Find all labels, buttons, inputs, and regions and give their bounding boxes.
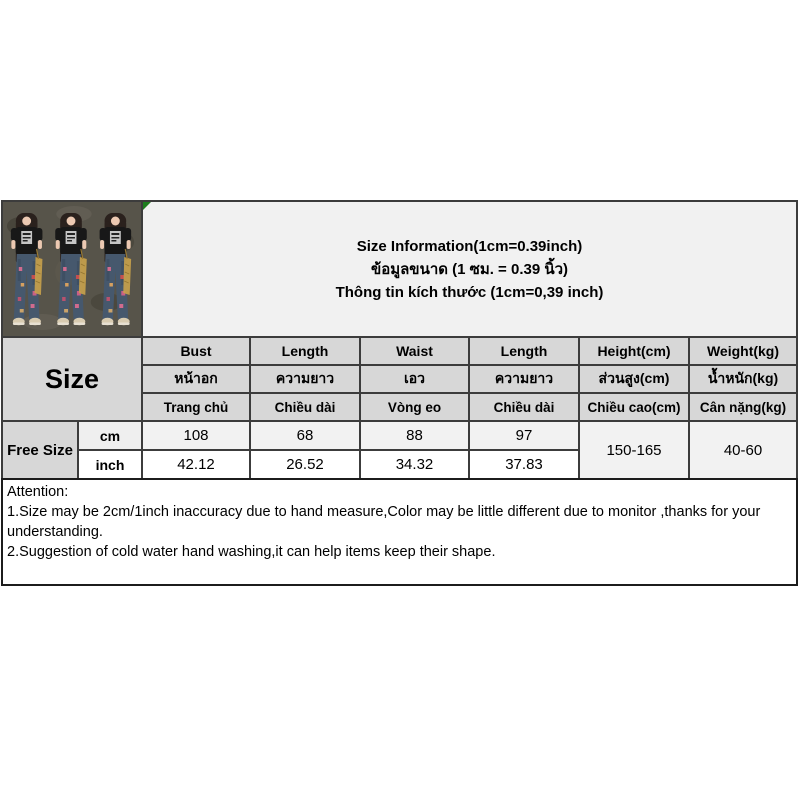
col-header-length2-en: Length — [469, 337, 579, 365]
col-header-waist-th: เอว — [360, 365, 469, 393]
col-header-length2-vi: Chiều dài — [469, 393, 579, 421]
height-range-value: 150-165 — [579, 421, 689, 479]
col-header-weight-vi: Cân nặng(kg) — [689, 393, 797, 421]
unit-label-inch: inch — [78, 450, 142, 479]
unit-label-cm: cm — [78, 421, 142, 450]
attention-note-1: 1.Size may be 2cm/1inch inaccuracy due to hand measure,Color may be little different due to monitor ,thanks for your understanding. — [7, 504, 761, 540]
length2-inch-value: 37.83 — [469, 450, 579, 479]
bust-inch-value: 42.12 — [142, 450, 250, 479]
col-header-waist-vi: Vòng eo — [360, 393, 469, 421]
title-english: Size Information(1cm=0.39inch) — [356, 237, 583, 255]
col-header-bust-th: หน้าอก — [142, 365, 250, 393]
col-header-bust-vi: Trang chủ — [142, 393, 250, 421]
size-chart-sheet — [1, 200, 798, 586]
col-header-bust-en: Bust — [142, 337, 250, 365]
col-header-length1-th: ความยาว — [250, 365, 360, 393]
attention-notes — [1, 478, 798, 586]
title-vietnamese: Thông tin kích thước (1cm=0,39 inch) — [335, 283, 604, 301]
length2-cm-value: 97 — [469, 421, 579, 450]
col-header-length2-th: ความยาว — [469, 365, 579, 393]
col-header-height-th: ส่วนสูง(cm) — [579, 365, 689, 393]
title-thai: ข้อมูลขนาด (1 ซม. = 0.39 นิ้ว) — [370, 260, 569, 278]
col-header-weight-en: Weight(kg) — [689, 337, 797, 365]
col-header-height-en: Height(cm) — [579, 337, 689, 365]
size-corner-label: Size — [2, 337, 142, 421]
attention-note-2: 2.Suggestion of cold water hand washing,it can help items keep their shape. — [7, 544, 496, 560]
product-photo-illustration — [3, 202, 141, 336]
col-header-length1-en: Length — [250, 337, 360, 365]
title-cell — [142, 201, 797, 337]
col-header-weight-th: น้ำหนัก(kg) — [689, 365, 797, 393]
attention-heading: Attention: — [7, 484, 69, 500]
col-header-length1-vi: Chiều dài — [250, 393, 360, 421]
col-header-height-vi: Chiều cao(cm) — [579, 393, 689, 421]
waist-cm-value: 88 — [360, 421, 469, 450]
col-header-waist-en: Waist — [360, 337, 469, 365]
green-corner-marker — [143, 202, 151, 210]
size-table — [1, 200, 798, 480]
bust-cm-value: 108 — [142, 421, 250, 450]
product-photo — [2, 201, 142, 337]
row-label-free-size: Free Size — [2, 421, 78, 479]
length1-cm-value: 68 — [250, 421, 360, 450]
length1-inch-value: 26.52 — [250, 450, 360, 479]
waist-inch-value: 34.32 — [360, 450, 469, 479]
weight-range-value: 40-60 — [689, 421, 797, 479]
